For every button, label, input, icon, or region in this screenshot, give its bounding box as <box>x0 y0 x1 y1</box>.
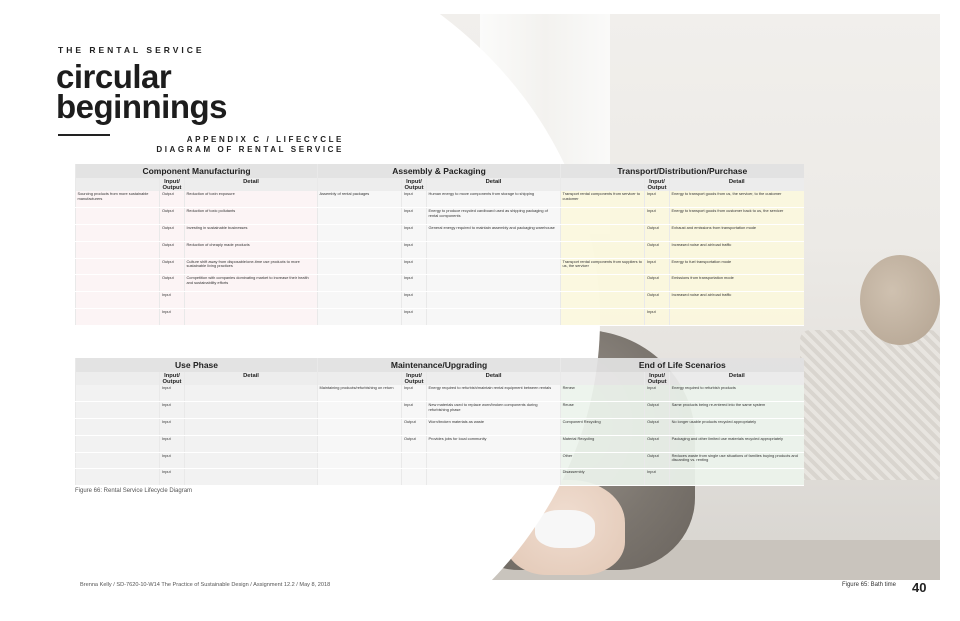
column-header-detail: Detail <box>670 178 804 191</box>
table-row <box>76 225 804 242</box>
table-row <box>76 275 804 292</box>
table-cell-io: Output <box>645 435 670 452</box>
column-header-io: Input/ Output <box>645 372 670 385</box>
table-cell-stage: Material Recycling <box>561 435 645 452</box>
footer-credit: Brenna Kelly / SD-7620-10-W14 The Practice of Sustainable Design / Assignment 12.2 / May 8, 2018 <box>80 582 331 588</box>
table-cell-stage: Transport rental components from servicer to customer <box>561 191 645 208</box>
table-cell-stage <box>318 208 402 225</box>
table-cell-io: Input <box>160 292 185 309</box>
table-row <box>76 469 804 486</box>
figure-caption: Figure 66: Rental Service Lifecycle Diagram <box>75 488 193 494</box>
table-cell-detail <box>427 292 561 309</box>
table-row <box>76 258 804 275</box>
table-cell-detail: Provides jobs for local community <box>427 435 561 452</box>
table-cell-io: Input <box>402 191 427 208</box>
table-cell-stage <box>76 275 160 292</box>
table-cell-stage <box>76 469 160 486</box>
table-cell-detail: Energy required to refurbish/maintain rental equipment between rentals <box>427 385 561 402</box>
table-cell-detail: Human energy to move components from storage to shipping <box>427 191 561 208</box>
photo-teddy-bear <box>860 255 940 345</box>
column-header-io: Input/ Output <box>160 178 185 191</box>
table-cell-io: Input <box>402 275 427 292</box>
table-cell-detail <box>185 469 318 486</box>
table-cell-detail: General energy required to maintain assembly and packaging warehouse <box>427 225 561 242</box>
table-cell-io: Output <box>160 258 185 275</box>
table-cell-stage <box>76 385 160 402</box>
table-cell-io <box>402 452 427 469</box>
table-cell-detail <box>185 309 318 326</box>
table-cell-io: Input <box>402 402 427 419</box>
table-cell-detail <box>185 385 318 402</box>
table-cell-detail: Reduces waste from single use situations of families buying products and discarding vs. renting <box>670 452 804 469</box>
table-cell-stage: Other <box>561 452 645 469</box>
table-row <box>76 435 804 452</box>
table-cell-io: Input <box>402 258 427 275</box>
table-cell-stage: Transport rental components from suppliers to us, the servicer <box>561 258 645 275</box>
table-cell-detail: Energy to produce recycled cardboard used as shipping packaging of rental components <box>427 208 561 225</box>
table-cell-detail: Reduction of cheaply made products <box>185 241 318 258</box>
table-cell-stage <box>76 419 160 436</box>
table-cell-io: Input <box>645 258 670 275</box>
table-cell-io: Input <box>645 309 670 326</box>
table-cell-stage: Renew <box>561 385 645 402</box>
column-header-io: Input/ Output <box>402 372 427 385</box>
lifecycle-table-1 <box>75 164 804 326</box>
table-cell-io: Output <box>160 241 185 258</box>
table-cell-detail <box>185 292 318 309</box>
table-cell-stage <box>318 452 402 469</box>
table-cell-stage <box>318 435 402 452</box>
table-cell-detail: Energy to transport goods from us, the servicer, to the customer <box>670 191 804 208</box>
section-header: Maintenance/Upgrading <box>318 358 561 372</box>
column-header-blank <box>318 178 402 191</box>
photo-diaper <box>535 510 595 548</box>
table-cell-io: Output <box>645 275 670 292</box>
column-header-io: Input/ Output <box>160 372 185 385</box>
section-header: End of Life Scenarios <box>561 358 804 372</box>
table-cell-detail: No longer usable products recycled appropriately <box>670 419 804 436</box>
eyebrow-label: THE RENTAL SERVICE <box>58 45 205 55</box>
table-cell-stage: Reuse <box>561 402 645 419</box>
column-header-detail: Detail <box>185 178 318 191</box>
table-row <box>76 419 804 436</box>
table-cell-io: Input <box>645 191 670 208</box>
table-cell-stage <box>76 241 160 258</box>
table-cell-stage: Maintaining products/refurbishing on return <box>318 385 402 402</box>
table-cell-stage: Sourcing products from more sustainable manufacturers <box>76 191 160 208</box>
table-cell-stage <box>318 258 402 275</box>
table-cell-io: Output <box>645 452 670 469</box>
column-header-blank <box>561 178 645 191</box>
column-header-blank <box>561 372 645 385</box>
title-line-2: beginnings <box>56 88 227 125</box>
table-cell-io: Input <box>402 208 427 225</box>
table-cell-detail: Reduction of toxin exposure <box>185 191 318 208</box>
section-header: Assembly & Packaging <box>318 164 561 178</box>
table-cell-stage <box>76 402 160 419</box>
title-rule <box>58 134 110 136</box>
table-row <box>76 208 804 225</box>
table-cell-stage: Assembly of rental packages <box>318 191 402 208</box>
table-cell-detail: Reduction of toxic pollutants <box>185 208 318 225</box>
table-cell-detail <box>427 309 561 326</box>
section-header: Component Manufacturing <box>76 164 318 178</box>
table-cell-detail: Worn/broken materials as waste <box>427 419 561 436</box>
table-cell-detail: Energy to transport goods from customer back to us, the servicer <box>670 208 804 225</box>
column-header-io: Input/ Output <box>402 178 427 191</box>
table-cell-detail <box>185 402 318 419</box>
table-row <box>76 241 804 258</box>
table-cell-io: Input <box>160 435 185 452</box>
table-cell-io: Output <box>645 292 670 309</box>
table-cell-io: Output <box>645 419 670 436</box>
page-number: 40 <box>912 580 927 595</box>
table-cell-io: Output <box>645 402 670 419</box>
table-cell-io: Output <box>645 225 670 242</box>
table-cell-io: Input <box>402 309 427 326</box>
table-cell-io: Input <box>160 385 185 402</box>
table-cell-stage <box>76 452 160 469</box>
table-cell-io: Input <box>160 469 185 486</box>
table-cell-stage <box>561 275 645 292</box>
table-cell-stage <box>318 309 402 326</box>
table-cell-detail <box>427 275 561 292</box>
table-cell-detail <box>427 469 561 486</box>
table-cell-stage <box>76 309 160 326</box>
table-cell-stage <box>76 258 160 275</box>
table-row <box>76 292 804 309</box>
table-cell-stage <box>318 469 402 486</box>
table-cell-detail <box>427 452 561 469</box>
table-cell-stage <box>561 241 645 258</box>
table-cell-io: Input <box>160 402 185 419</box>
table-cell-detail: New materials used to replace worn/broken components during refurbishing phase <box>427 402 561 419</box>
table-cell-detail: Exhaust and emissions from transportation mode <box>670 225 804 242</box>
table-cell-io: Output <box>160 275 185 292</box>
table-cell-stage <box>76 225 160 242</box>
table-cell-detail <box>670 309 804 326</box>
table-cell-stage <box>318 225 402 242</box>
column-header-detail: Detail <box>185 372 318 385</box>
column-header-io: Input/ Output <box>645 178 670 191</box>
page-subtitle: APPENDIX C / LIFECYCLE DIAGRAM OF RENTAL SERVICE <box>156 135 344 154</box>
table-cell-stage <box>318 402 402 419</box>
table-cell-detail: Packaging and other limited use materials recycled appropriately <box>670 435 804 452</box>
table-cell-io: Output <box>160 225 185 242</box>
table-cell-io: Output <box>160 191 185 208</box>
table-cell-stage <box>318 241 402 258</box>
table-cell-io: Input <box>402 241 427 258</box>
table-cell-io: Input <box>645 208 670 225</box>
table-cell-detail <box>427 241 561 258</box>
table-cell-io: Output <box>402 419 427 436</box>
table-cell-stage <box>76 292 160 309</box>
table-cell-detail: Increased noise and air/road traffic <box>670 241 804 258</box>
column-header-blank <box>76 372 160 385</box>
table-cell-stage <box>76 208 160 225</box>
column-header-detail: Detail <box>427 372 561 385</box>
table-cell-detail: Energy to fuel transportation mode <box>670 258 804 275</box>
table-row <box>76 385 804 402</box>
table-cell-io: Input <box>402 225 427 242</box>
table-cell-detail: Energy required to refurbish products <box>670 385 804 402</box>
column-header-blank <box>318 372 402 385</box>
column-header-detail: Detail <box>427 178 561 191</box>
table-cell-stage <box>318 275 402 292</box>
table-cell-stage <box>561 309 645 326</box>
column-header-detail: Detail <box>670 372 804 385</box>
lifecycle-table-2 <box>75 358 804 486</box>
table-cell-io: Input <box>645 469 670 486</box>
table-cell-detail <box>185 435 318 452</box>
photo-basket <box>800 330 940 480</box>
title-line-1: circular <box>56 58 172 95</box>
table-cell-detail <box>427 258 561 275</box>
table-cell-stage: Disassembly <box>561 469 645 486</box>
column-header-blank <box>76 178 160 191</box>
table-cell-stage <box>561 292 645 309</box>
table-row <box>76 402 804 419</box>
table-cell-stage <box>561 225 645 242</box>
table-cell-stage <box>318 292 402 309</box>
photo-caption: Figure 65: Bath time <box>841 582 896 588</box>
table-cell-io <box>402 469 427 486</box>
table-cell-stage <box>561 208 645 225</box>
table-cell-detail: Increased noise and air/road traffic <box>670 292 804 309</box>
table-row <box>76 309 804 326</box>
table-cell-detail: Investing in sustainable businesses <box>185 225 318 242</box>
table-row <box>76 191 804 208</box>
table-cell-detail <box>185 419 318 436</box>
page-title <box>56 58 227 125</box>
table-cell-io: Input <box>402 385 427 402</box>
table-cell-detail <box>185 452 318 469</box>
table-cell-detail: Culture shift away from disposable/one-time use products to more sustainable living practices <box>185 258 318 275</box>
table-cell-io: Input <box>645 385 670 402</box>
table-cell-io: Input <box>160 419 185 436</box>
table-row <box>76 452 804 469</box>
section-header: Use Phase <box>76 358 318 372</box>
table-cell-stage <box>318 419 402 436</box>
table-cell-io: Output <box>160 208 185 225</box>
table-cell-detail: Emissions from transportation mode <box>670 275 804 292</box>
table-cell-stage: Component Recycling <box>561 419 645 436</box>
table-cell-detail <box>670 469 804 486</box>
table-cell-io: Output <box>402 435 427 452</box>
table-cell-io: Input <box>160 309 185 326</box>
table-cell-io: Input <box>402 292 427 309</box>
table-cell-io: Output <box>645 241 670 258</box>
table-cell-io: Input <box>160 452 185 469</box>
section-header: Transport/Distribution/Purchase <box>561 164 804 178</box>
table-cell-stage <box>76 435 160 452</box>
table-cell-detail: Competition with companies dominating market to increase their health and sustainability efforts <box>185 275 318 292</box>
table-cell-detail: Same products being re-entered into the same system <box>670 402 804 419</box>
